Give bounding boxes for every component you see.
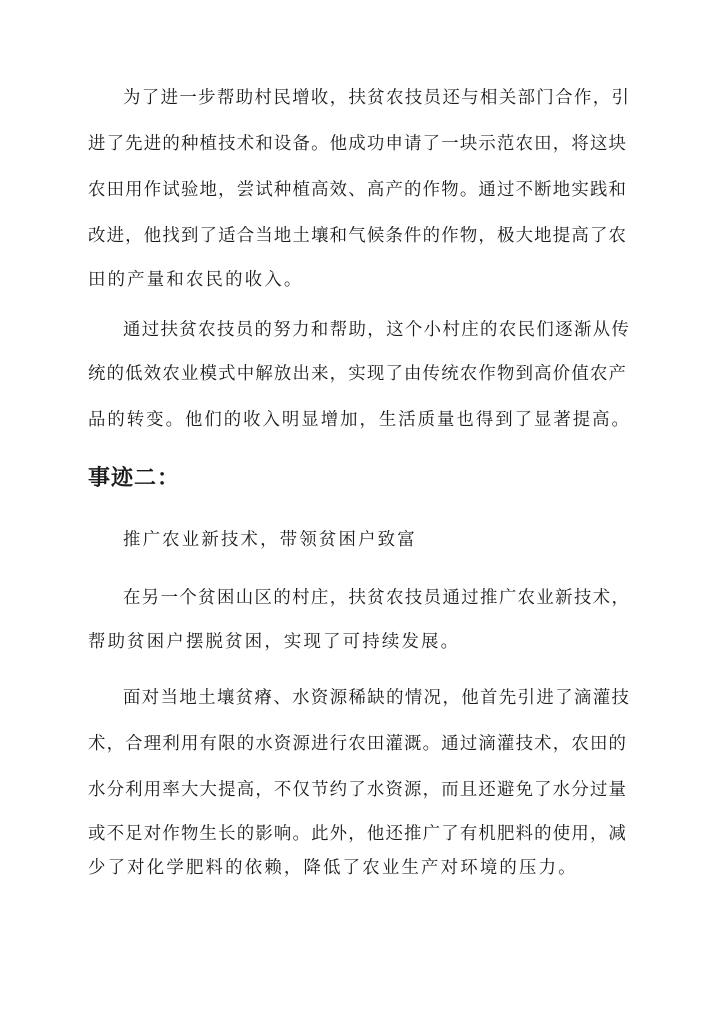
paragraph-4-line-3: 水分利用率大大提高，不仅节约了水资源，而且还避免了水分过量 — [88, 780, 628, 800]
paragraph-3-line-1: 在另一个贫困山区的村庄，扶贫农技员通过推广农业新技术， — [123, 588, 631, 608]
paragraph-1-line-5: 田的产量和农民的收入。 — [88, 270, 304, 290]
paragraph-4-line-4: 或不足对作物生长的影响。此外，他还推广了有机肥料的使用，减 — [88, 824, 628, 844]
paragraph-4-line-5: 少了对化学肥料的依赖，降低了农业生产对环境的压力。 — [88, 858, 578, 878]
paragraph-1-line-1: 为了进一步帮助村民增收，扶贫农技员还与相关部门合作，引 — [123, 88, 631, 108]
paragraph-4-line-2: 术，合理利用有限的水资源进行农田灌溉。通过滴灌技术，农田的 — [88, 734, 628, 754]
section-heading: 事迹二： — [88, 465, 181, 491]
paragraph-3-line-2: 帮助贫困户摆脱贫困，实现了可持续发展。 — [88, 632, 461, 652]
paragraph-1-line-2: 进了先进的种植技术和设备。他成功申请了一块示范农田，将这块 — [88, 134, 628, 154]
section-subtitle: 推广农业新技术，带领贫困户致富 — [123, 530, 417, 550]
paragraph-2-line-1: 通过扶贫农技员的努力和帮助，这个小村庄的农民们逐渐从传 — [123, 320, 631, 340]
paragraph-4-line-1: 面对当地土壤贫瘠、水资源稀缺的情况，他首先引进了滴灌技 — [123, 688, 631, 708]
paragraph-1-line-4: 改进，他找到了适合当地土壤和气候条件的作物，极大地提高了农 — [88, 226, 628, 246]
paragraph-1-line-3: 农田用作试验地，尝试种植高效、高产的作物。通过不断地实践和 — [88, 180, 628, 200]
paragraph-2-line-2: 统的低效农业模式中解放出来，实现了由传统农作物到高价值农产 — [88, 364, 628, 384]
paragraph-2-line-3: 品的转变。他们的收入明显增加，生活质量也得到了显著提高。 — [88, 410, 631, 430]
